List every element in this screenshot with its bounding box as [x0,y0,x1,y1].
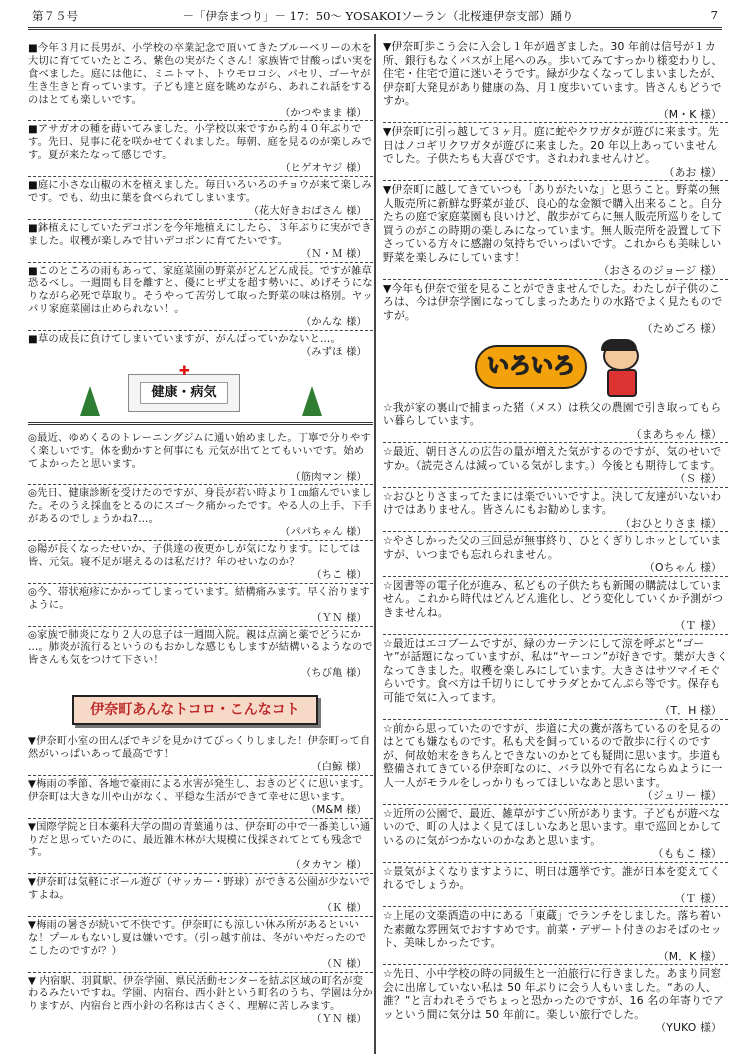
comment-signature: （Ｎ 様） [321,957,367,970]
comment-signature: （タカヤン 様） [290,859,367,872]
health-entries [28,430,373,681]
reader-comment [383,488,728,533]
comment-text: ☆図書等の電子化が進み、私どもの子供たちも新聞の購読はしていません。これから時代はどんどん進化し、どう変化していくか予測がつきませんね。 [383,578,724,619]
reader-comment [383,443,728,488]
comment-text: ■草の成長に負けてしまいていますが、がんばっていかないと…。 [28,333,341,346]
tree-icon [302,386,322,416]
comment-text: ☆最近、朝日さんの広告の量が増えた気がするのですが、気のせいですか。（読売さんは減っている気がします。）今後とも期待してます。 [383,445,722,472]
page-number: 7 [710,8,718,22]
comment-signature: （Ｎ・Ｍ 様） [300,247,367,260]
misc-entries [383,401,728,1036]
comment-signature: （Ｋ 様） [321,902,367,915]
town-entries-left [28,733,373,1027]
comment-signature: （白鯨 様） [311,760,367,773]
page-header [28,4,722,30]
comment-text: ☆最近はエコブームですが、緑のカーテンにして涼を呼ぶと“ゴーヤ”が話題になっていますが、私は“ヤーコン”が好きです。葉が大きくなってきました。収穫を楽しみにしています。大きさはサツマイモぐらいです。食べ方は千切りにしてサラダとかてんぷら等です。保存も可能で気に入ってます。 [383,636,728,704]
comment-text: ◎最近、ゆめくるのトレーニングジムに通い始めました。丁寧で分りやすく楽しいです。体を動かすと何事にも 元気が出てとてもいいです。始めてよかったと思います。 [28,431,371,470]
reader-comment [28,819,373,875]
comment-signature: （Oちゃん 様） [644,561,722,574]
comment-text: ■鉢植えにしていたデコポンを今年地植えにしたら、３年ぶりに実ができました。収穫が楽しみで甘いデコポンに育てたいです。 [28,221,372,247]
reader-comment [383,863,728,908]
comment-text: ☆景気がよくなりますように、明日は選挙です。誰が日本を変えてくれるでしょうか。 [383,864,721,891]
reader-comment [383,720,728,805]
reader-comment [383,123,728,181]
reader-comment [383,907,728,965]
comment-signature: （ＹＮ 様） [311,1013,367,1026]
comment-text: ■今年３月に長男が、小学校の卒業記念で頂いてきたブルーベリーの木を大切に育てていたところ、紫色の実がたくさん！家族皆で甘酸っぱい実を食べました。庭には他に、ミニトマト、トウモロコシ、パセリ、ゴーヤが生き生きと育っています。子ども達と庭を眺めながら、あれこれ話をするのはとても楽しいです。 [28,42,373,106]
comment-text: ☆上尾の文楽酒造の中にある「東蔵」でランチをしました。落ち着いた素敵な雰囲気でおすすめです。前菜・デザート付きのおそばのセット、美味しかったです。 [383,909,722,949]
reader-comment [383,40,728,123]
header-event: －「伊奈まつり」－ 17：50～ YOSAKOIソーラン（北桜連伊奈支部）踊り [182,9,574,23]
comment-text: ▼伊奈町に越してきていつも「ありがたいな」と思うこと。野菜の無人販売所に新鮮な野菜が並び、良心的な金額で購入出来ること。自分たちの庭で家庭菜園も良いけど、散歩がてらに無人販売所巡りをして買うのがこの時期の楽しみになっています。無人販売所を設置して下さっている方々に感謝の気持ちでいっぱいです。これからも美味しい野菜を楽しみにしています！ [383,183,723,264]
comment-signature: （筋肉マン 様） [290,470,367,483]
comment-signature: （まあちゃん 様） [630,427,722,441]
tree-icon [80,386,100,416]
reader-comment [28,917,373,973]
comment-signature: （Ｓ 様） [674,472,722,485]
comment-signature: （ジュリー 様） [641,789,722,802]
comment-signature: （かつやまま 様） [279,106,367,119]
comment-signature: （M・K 様） [657,107,722,121]
red-cross-icon: ✚ [179,363,190,379]
comment-signature: （ちび亀 様） [300,667,367,680]
reader-comment [28,541,373,584]
comment-signature: （M．K 様） [657,949,722,963]
garden-entries [28,40,373,360]
comment-signature: （花大好きおばさん 様） [248,204,367,217]
reader-comment [383,805,728,863]
comment-text: ▼今年も伊奈で蛍を見ることができませんでした。わたしが子供のころは、今は伊奈学園になってしまったあたりの水路でよく見たものですが。 [383,281,723,322]
comment-text: ☆おひとりさまってたまには楽でいいですよ。決して友達がいないわけではありません。皆さんにもお勧めします。 [383,489,722,516]
comment-signature: （M&M 様） [305,803,367,816]
comment-text: ■このところの雨もあって、家庭菜園の野菜がどんどん成長。ですが雑草恐るべし。一週間も目を離すと、優にヒザ丈を超す勢いに、めげそうになりながら必死で草取り。そうやって苦労して取った野菜の味は格別。ヤッパリ家庭菜園は止められない！。 [28,264,373,316]
comment-signature: （ヒゲオヤジ 様） [280,162,367,175]
comment-signature: （Ｔ 様） [674,891,722,905]
child-illustration-icon [597,341,641,395]
reader-comment [28,121,373,177]
comment-text: ▼伊奈町は気軽にボール遊び（サッカー・野球）ができる公園が少ないですよね。 [28,876,371,902]
reader-comment [28,874,373,917]
left-column [28,40,373,1027]
reader-comment [28,331,373,360]
reader-comment [28,430,373,486]
reader-comment [383,401,728,444]
comment-signature: （ちこ 様） [311,568,367,581]
health-banner [28,364,373,428]
reader-comment [383,965,728,1036]
comment-text: ▼国際学院と日本薬科大学の間の青葉通りは、伊奈町の中で一番美しい通りだと思っていたのに、最近雑木林が大規模に伐採されてとても残念です。 [28,820,371,859]
issue-number: 第７５号 [32,9,78,23]
comment-signature: （T．H 様） [659,704,722,717]
town-section-title: 伊奈町あんなトコロ・こんなコト [72,695,318,725]
reader-comment [383,635,728,720]
reader-comment [28,177,373,220]
reader-comment [383,181,728,280]
comment-text: ▼伊奈町小室の田んぼでキジを見かけてびっくりしました！伊奈町って自然がいっぱいあって最高です！ [28,735,371,761]
town-entries-right [383,40,728,337]
misc-banner [383,339,728,399]
reader-comment [28,776,373,819]
reader-comment [28,263,373,332]
reader-comment [28,485,373,541]
comment-text: ☆前から思っていたのですが、歩道に犬の糞が落ちているのを見るのはとても嫌なものです。私も犬を飼っているので散歩に行くのですが、何故始末をきちんとできないのかとても疑問に思います。歩道も整備されてきている伊奈町なのに、バラ以外で有名にならぬように一人一人がモラルをしっかりもってほしいなあと思います。 [383,721,723,789]
comment-text: ☆先日、小中学校の時の同級生と一泊旅行に行きました。あまり同窓会に出席していない私は 50 年ぶりに会う人もいました。“あの人、誰？”と言われそうでちょっと恐かったのですが、16 名の年寄りでアッという間に気分は 50 年前に。楽しい旅行でした。 [383,967,725,1021]
reader-comment [28,40,373,121]
reader-comment [28,584,373,627]
comment-signature: （おひとりさま 様） [619,516,722,530]
comment-signature: （ＹＮ 様） [311,611,367,624]
health-section-title: 健康・病気 [140,382,228,404]
comment-text: ▼梅雨の暑さが続いて不快です。伊奈町にも涼しい休み所があるといいな！プールもないし夏は嫌いです。（引っ越す前は、冬がいやだったのでこしたのですが？） [28,918,367,957]
misc-section-title: いろいろ [475,345,587,389]
comment-text: ▼梅雨の季節、各地で豪雨による水害が発生し、おきのどくに思います。伊奈町は大きな川や山がなく、平穏な生活ができて幸せに思います。 [28,777,370,803]
comment-signature: （みずほ 様） [300,345,367,358]
comment-signature: （ももこ 様） [652,847,722,860]
comment-text: ◎家族で肺炎になり２人の息子は一週間入院。親は点滴と薬でどうにか …。肺炎が流行るというのもおかしな感じもしますが結構いるようなので皆さんも気をつけて下さい！ [28,628,373,667]
right-column [383,40,728,1036]
reader-comment [383,280,728,337]
reader-comment [28,973,373,1028]
comment-signature: （Ｔ 様） [674,619,722,632]
reader-comment [28,220,373,263]
comment-text: ▼伊奈町歩こう会に入会し１年が過ぎました。30 年前は信号が１カ所、銀行もなくバスが上尾へのみ。歩いてみてすっかり様変わりし、住宅・住宅で道に迷いそうです。緑が少なくなってしまいましたが、伊奈町大発見があり健康の為、月１度歩いています。皆さんもどうですか。 [383,40,723,107]
comment-text: ▼ 内宿駅、羽貫駅、伊奈学園、県民活動センターを結ぶ区域の町名が変わるみたいですね。学園、内宿台、西小針という町名のうち、学園は分かりますが、内宿台と西小針の名称は古くさく、理解に苦しみます。 [28,974,373,1013]
comment-signature: （おさるのジョージ 様） [598,264,722,277]
column-divider [374,34,376,1054]
comment-text: ☆近所の公園で、最近、雑草がすごい所があります。子どもが遊べないので、町の人はよく見てほしいなあと思います。車で巡回とかしているのに気がつかないのかなあと思います。 [383,806,722,847]
reader-comment [383,577,728,635]
banner-rule [28,422,373,425]
town-section-banner [28,685,373,733]
comment-text: ☆やさしかった父の三回忌が無事終り、ひとくぎりしホッとしていますが、いつまでも忘れられません。 [383,534,722,561]
comment-text: ▼伊奈町に引っ越して３ヶ月。庭に蛇やクワガタが遊びに来ます。先日はノコギリクワガタが遊びに来ました。20 年以上あっていませんでした。子供たちも大喜びです。されわれませんけど。 [383,125,720,165]
comment-text: ■庭に小さな山椒の木を植えました。毎日いろいろのチョウが来て楽しみです。でも、幼虫に葉を食べられてしまいます。 [28,179,372,204]
reader-comment [28,627,373,682]
comment-signature: （パパちゃん 様） [279,526,367,539]
comment-text: ■アサガオの種を蒔いてみました。小学校以来ですから約４０年ぶりです。先日、見事に花を咲かせてくれました。毎朝、庭を見るのが楽しみです。夏が来たなって感じです。 [28,123,373,162]
comment-text: ◎今、帯状疱疹にかかってしまっています。結構痛みます。早く治りますように。 [28,585,370,611]
comment-signature: （ためごろ 様） [641,322,722,335]
reader-comment [383,532,728,577]
comment-text: ☆我が家の裏山で捕まった猪（メス）は秩父の農園で引き取ってもらい暮らしています。 [383,400,722,427]
reader-comment [28,733,373,776]
comment-signature: （あお 様） [663,165,722,179]
header-rule [28,27,722,30]
comment-signature: （かんな 様） [300,316,367,329]
comment-signature: （YUKO 様） [655,1021,722,1034]
comment-text: ◎陽が長くなったせいか、子供達の夜更かしが気になります。にしては皆、元気。寝不足が堪えるのは私だけ？年のせいなのか？ [28,543,361,568]
comment-text: ◎先日、健康診断を受けたのですが、身長が若い時より１㎝縮んでいました。そのうえ採血をとるのにスゴ～ク痛かったです。やる人の上手、下手があるのでしょうかね?…。 [28,487,373,526]
